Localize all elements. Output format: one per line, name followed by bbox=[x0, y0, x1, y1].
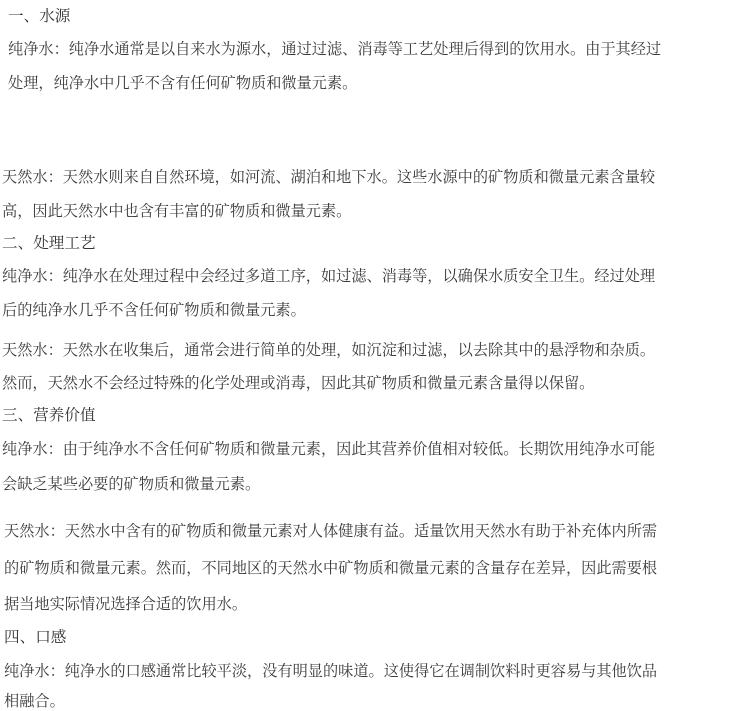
paragraph-line: 相融合。 bbox=[4, 692, 65, 710]
paragraph-line: 天然水：天然水则来自自然环境，如河流、湖泊和地下水。这些水源中的矿物质和微量元素含量较 bbox=[2, 168, 656, 186]
paragraph-line: 纯净水：纯净水在处理过程中会经过多道工序，如过滤、消毒等，以确保水质安全卫生。经过处理 bbox=[2, 267, 656, 285]
section-heading-processing: 二、处理工艺 bbox=[2, 234, 96, 252]
paragraph-line: 据当地实际情况选择合适的饮用水。 bbox=[4, 595, 247, 613]
paragraph-line: 高，因此天然水中也含有丰富的矿物质和微量元素。 bbox=[2, 202, 352, 220]
section-heading-water-source: 一、水源 bbox=[8, 7, 71, 25]
paragraph-line: 纯净水：由于纯净水不含任何矿物质和微量元素，因此其营养价值相对较低。长期饮用纯净水可能 bbox=[2, 440, 656, 458]
paragraph-line: 的矿物质和微量元素。然而，不同地区的天然水中矿物质和微量元素的含量存在差异，因此需要根 bbox=[4, 559, 658, 577]
section-heading-nutrition: 三、营养价值 bbox=[2, 406, 96, 424]
section-heading-taste: 四、口感 bbox=[4, 628, 67, 646]
paragraph-line: 天然水：天然水中含有的矿物质和微量元素对人体健康有益。适量饮用天然水有助于补充体内所需 bbox=[4, 522, 658, 540]
paragraph-line: 后的纯净水几乎不含任何矿物质和微量元素。 bbox=[2, 301, 306, 319]
paragraph-line: 然而，天然水不会经过特殊的化学处理或消毒，因此其矿物质和微量元素含量得以保留。 bbox=[2, 374, 595, 392]
paragraph-line: 纯净水：纯净水通常是以自来水为源水，通过过滤、消毒等工艺处理后得到的饮用水。由于其经过 bbox=[8, 40, 662, 58]
paragraph-line: 纯净水：纯净水的口感通常比较平淡，没有明显的味道。这使得它在调制饮料时更容易与其他饮品 bbox=[4, 662, 658, 680]
paragraph-line: 处理，纯净水中几乎不含有任何矿物质和微量元素。 bbox=[8, 74, 358, 92]
paragraph-line: 天然水：天然水在收集后，通常会进行简单的处理，如沉淀和过滤，以去除其中的悬浮物和杂质。 bbox=[2, 341, 656, 359]
paragraph-line: 会缺乏某些必要的矿物质和微量元素。 bbox=[2, 475, 261, 493]
